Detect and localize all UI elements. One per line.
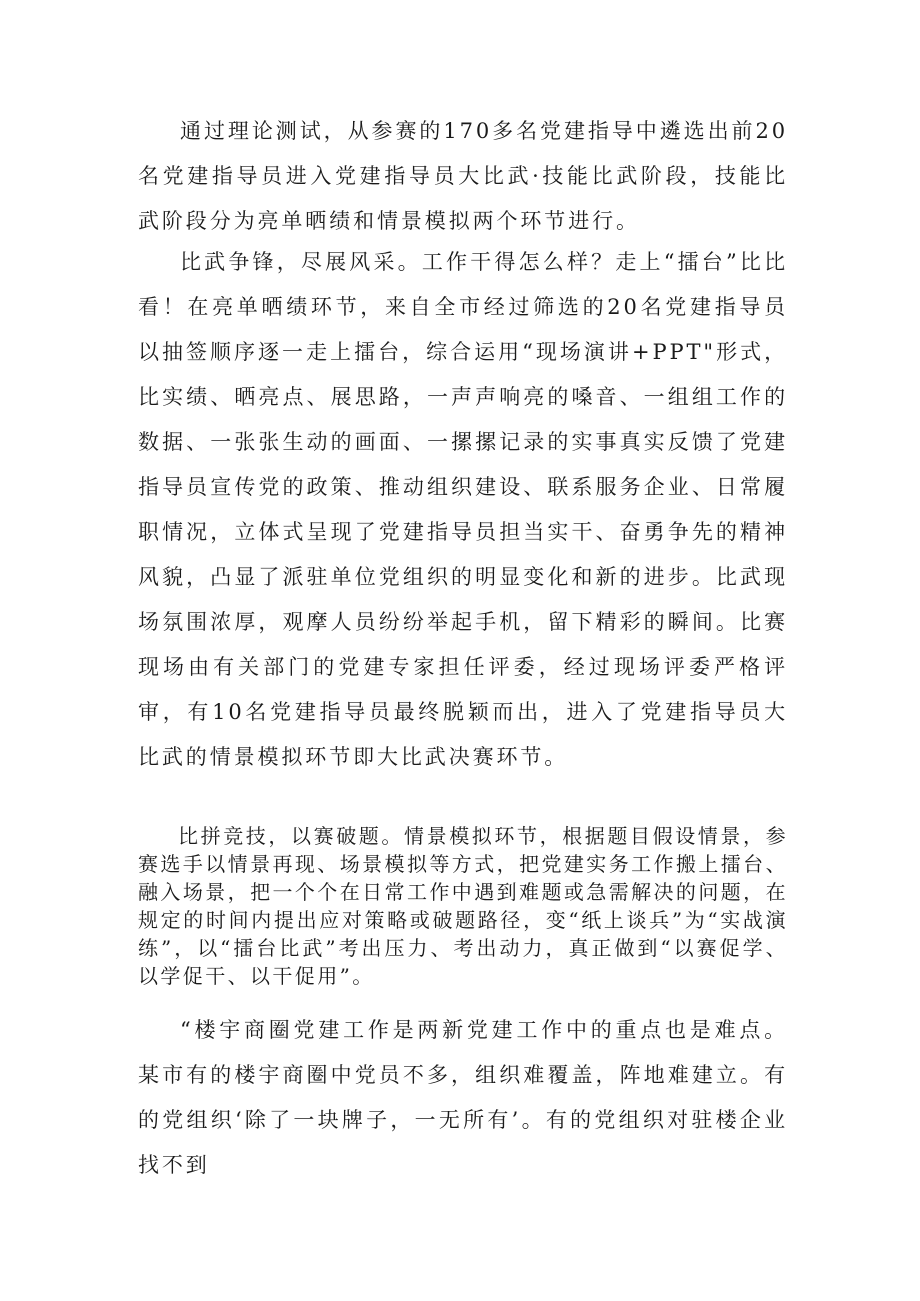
- paragraph-scenario-simulation: 比拼竞技，以赛破题。情景模拟环节，根据题目假设情景，参赛选手以情景再现、场景模拟等方式，把党建实务工作搬上擂台、融入场景，把一个个在日常工作中遇到难题或急需解决的问题，在规定的时间内提出应对策略或破题路径，变“纸上谈兵”为“实战演练”，以“擂台比武”考出压力、考出动力，真正做到“以赛促学、以学促干、以干促用”。: [138, 824, 788, 988]
- paragraph-competition-showcase: 比武争锋，尽展风采。工作干得怎么样？走上“擂台”比比看！在亮单晒绩环节，来自全市经过筛选的20名党建指导员以抽签顺序逐一走上擂台，综合运用“现场演讲+PPT"形式，比实绩、晒亮点、展思路，一声声响亮的嗓音、一组组工作的数据、一张张生动的画面、一摞摞记录的实事真实反馈了党建指导员宣传党的政策、推动组织建设、联系服务企业、日常履职情况，立体式呈现了党建指导员担当实干、奋勇争先的精神风貌，凸显了派驻单位党组织的明显变化和新的进步。比武现场氛围浓厚，观摩人员纷纷举起手机，留下精彩的瞬间。比赛现场由有关部门的党建专家担任评委，经过现场评委严格评审，有10名党建指导员最终脱颖而出，进入了党建指导员大比武的情景模拟环节即大比武决赛环节。: [138, 250, 788, 769]
- paragraph-building-party-work: “楼宇商圈党建工作是两新党建工作中的重点也是难点。某市有的楼宇商圈中党员不多，组织难覆盖，阵地难建立。有的党组织‘除了一块牌子，一无所有’。有的党组织对驻楼企业找不到: [138, 1018, 788, 1177]
- paragraph-theory-test: 通过理论测试，从参赛的170多名党建指导中遴选出前20名党建指导员进入党建指导员大比武·技能比武阶段，技能比武阶段分为亮单晒绩和情景模拟两个环节进行。: [138, 119, 788, 233]
